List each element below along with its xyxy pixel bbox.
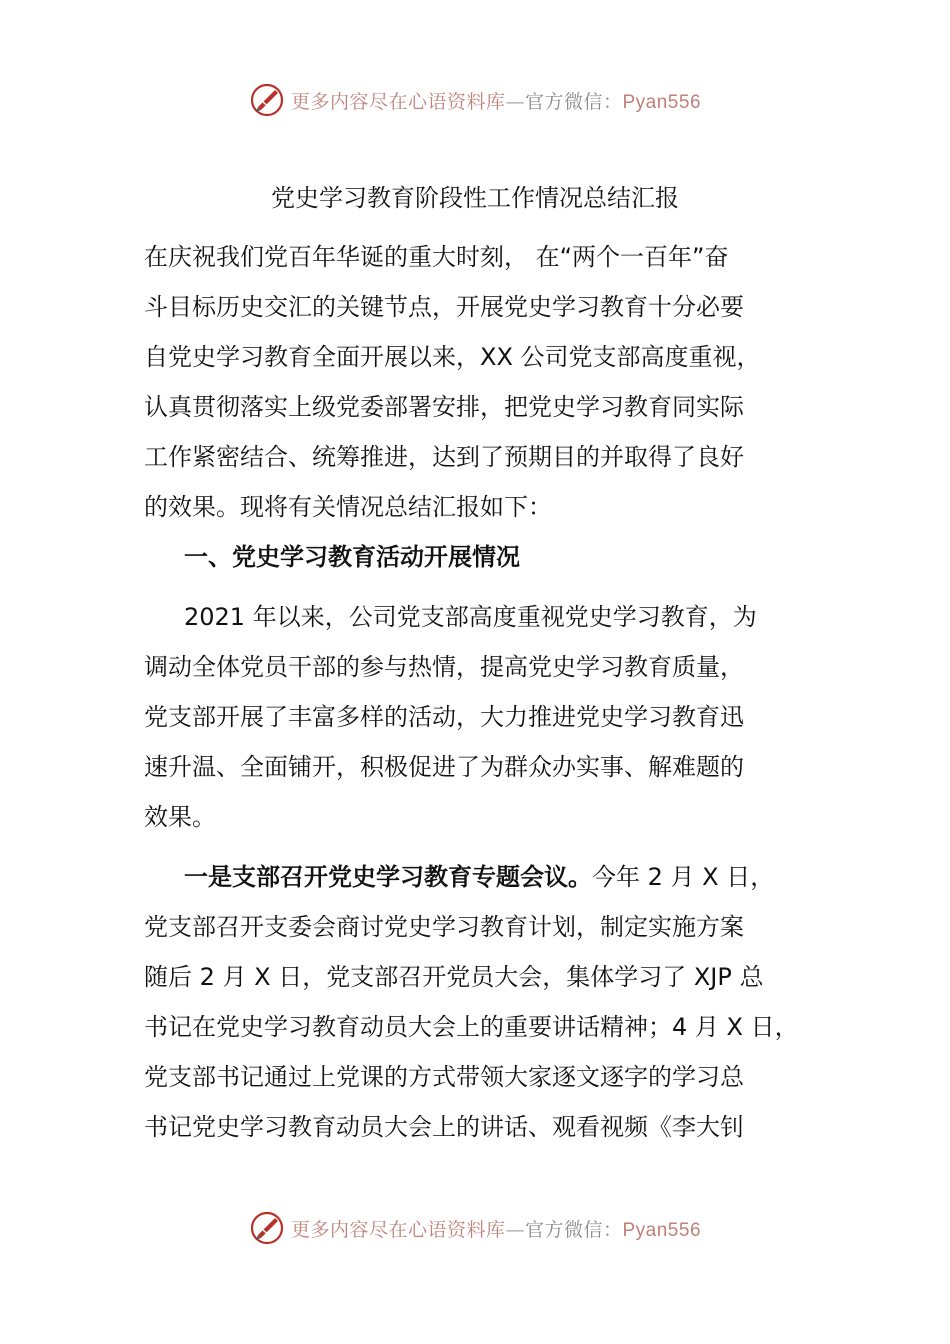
section-heading: 一、党史学习教育活动开展情况	[184, 543, 520, 571]
text-line: 2021 年以来，公司党支部高度重视党史学习教育，为	[184, 603, 757, 631]
item1-lead: 一是支部召开党史学习教育专题会议。	[184, 863, 592, 891]
text-line: 党支部召开支委会商讨党史学习教育计划，制定实施方案	[144, 913, 744, 941]
watermark-dash: —	[505, 90, 525, 113]
text-line: 党支部书记通过上党课的方式带领大家逐文逐字的学习总	[144, 1063, 744, 1091]
text-line: 调动全体党员干部的参与热情，提高党史学习教育质量，	[144, 653, 744, 681]
text-line: 自党史学习教育全面开展以来，XX 公司党支部高度重视，	[144, 343, 761, 371]
item1-first-rest: 今年 2 月 X 日，	[592, 863, 775, 891]
watermark-text	[291, 87, 701, 114]
pen-logo-icon	[249, 1210, 285, 1246]
text-line: 斗目标历史交汇的关键节点，开展党史学习教育十分必要	[144, 293, 744, 321]
text-line: 在庆祝我们党百年华诞的重大时刻， 在“两个一百年”奋	[144, 243, 729, 271]
section-paragraph	[144, 592, 814, 842]
watermark-footer	[0, 1210, 950, 1246]
watermark-label: 官方微信：	[524, 1218, 623, 1241]
text-line: 速升温、全面铺开，积极促进了为群众办实事、解难题的	[144, 753, 744, 781]
pen-logo-icon	[249, 82, 285, 118]
text-line: 随后 2 月 X 日，党支部召开党员大会，集体学习了 XJP 总	[144, 963, 764, 991]
watermark-header	[0, 82, 950, 118]
text-line: 认真贯彻落实上级党委部署安排，把党史学习教育同实际	[144, 393, 744, 421]
text-line: 书记在党史学习教育动员大会上的重要讲话精神；4 月 X 日，	[144, 1013, 799, 1041]
text-line: 的效果。现将有关情况总结汇报如下：	[144, 493, 552, 521]
text-line: 党支部开展了丰富多样的活动，大力推进党史学习教育迅	[144, 703, 744, 731]
watermark-dash: —	[505, 1218, 525, 1241]
text-line	[144, 852, 814, 902]
watermark-main: 更多内容尽在心语资料库	[290, 90, 506, 113]
item1-paragraph	[144, 852, 814, 1152]
document-title: 党史学习教育阶段性工作情况总结汇报	[271, 184, 679, 212]
watermark-label: 官方微信：	[524, 90, 623, 113]
text-line: 效果。	[144, 803, 216, 831]
document-body	[144, 232, 814, 1152]
intro-paragraph	[144, 232, 814, 532]
watermark-id: Pyan556	[622, 1219, 702, 1241]
text-line: 工作紧密结合、统筹推进，达到了预期目的并取得了良好	[144, 443, 744, 471]
text-line: 书记党史学习教育动员大会上的讲话、观看视频《李大钊	[144, 1113, 744, 1141]
watermark-main: 更多内容尽在心语资料库	[290, 1218, 506, 1241]
watermark-text	[291, 1215, 701, 1242]
watermark-id: Pyan556	[622, 91, 702, 113]
